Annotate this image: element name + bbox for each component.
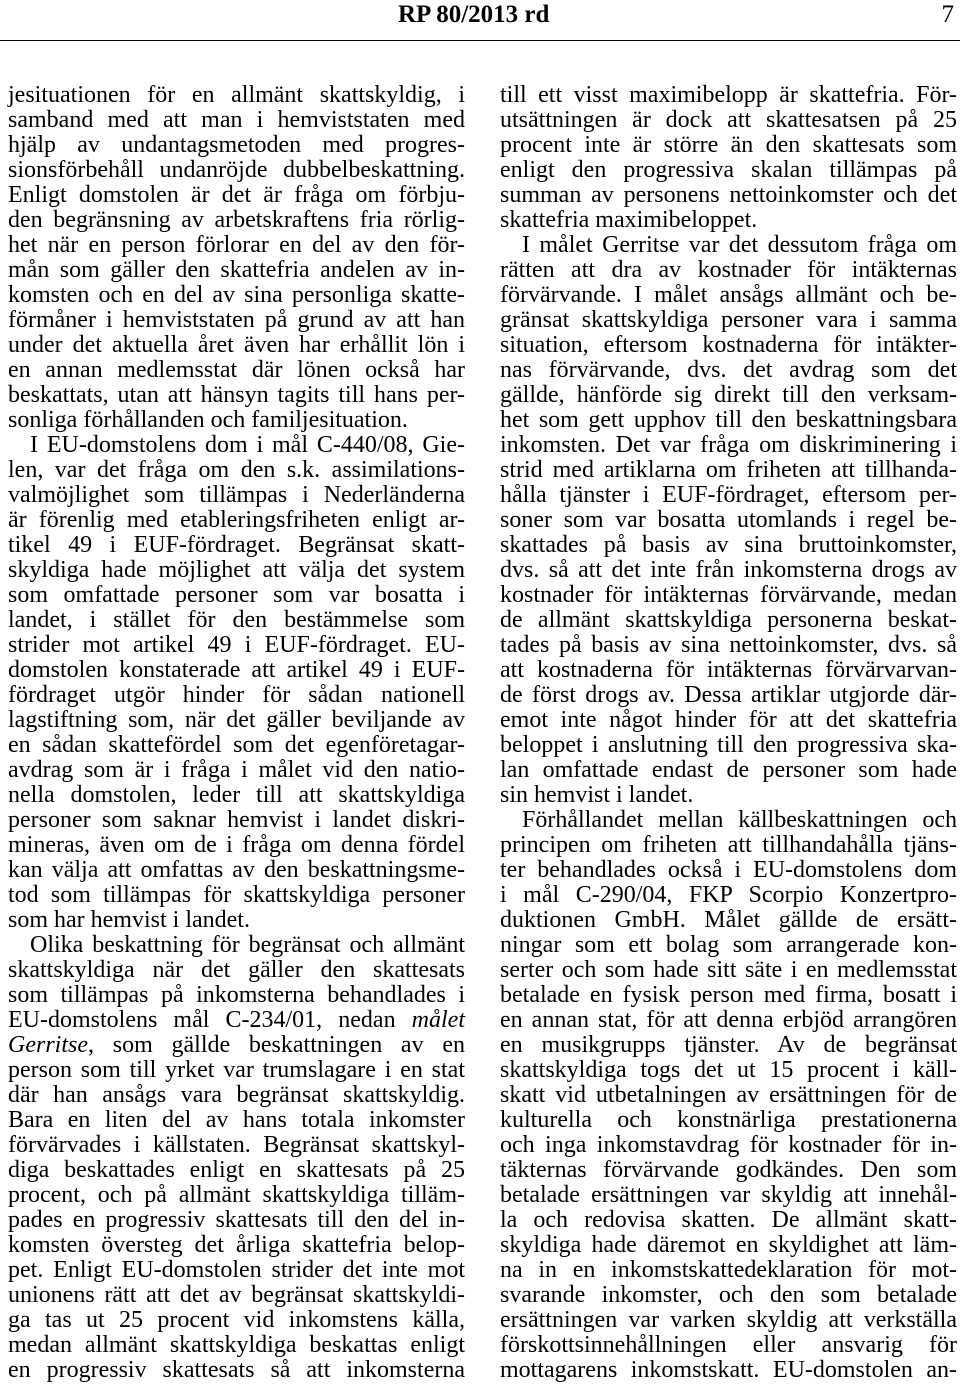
text-line: Enligt domstolen är det är fråga om förbju- — [8, 182, 465, 208]
text-line: sin hemvist i landet. — [500, 782, 694, 808]
text-line: enligt den progressiva skalan tillämpas på — [500, 157, 957, 183]
text-line: dvs. så att det inte från inkomsterna drogs av — [500, 557, 957, 583]
text-line: skattades på basis av sina bruttoinkomster, — [500, 532, 957, 558]
paragraph — [8, 433, 465, 933]
page-header — [0, 0, 960, 42]
text-line — [8, 1033, 465, 1058]
text-line: en progressiv skattesats så att inkomsterna — [8, 1357, 465, 1383]
text-line: strider mot artikel 49 i EUF-fördraget. EU- — [8, 632, 465, 658]
text-line: de först drogs av. Dessa artiklar utgjorde där- — [500, 682, 957, 708]
text-line: diga beskattades enligt en skattesats på 25 — [8, 1157, 465, 1183]
left-column — [8, 83, 465, 1383]
text-line: la och redovisa skatten. De allmänt skatt- — [500, 1207, 957, 1233]
text-line: na in en inkomstskattedeklaration för mot- — [500, 1257, 957, 1283]
paragraph — [500, 808, 957, 1383]
text-line: duktionen GmbH. Målet gällde de ersätt- — [500, 907, 957, 933]
text-line: len, var det fråga om den s.k. assimilations- — [8, 457, 465, 483]
text-line: under det aktuella året även har erhållit lön i — [8, 332, 465, 358]
text-line: som har hemvist i landet. — [8, 907, 250, 933]
text-line: de allmänt skattskyldiga personerna beskat- — [500, 607, 957, 633]
text-line: en musikgrupps tjänster. Av de begränsat — [500, 1032, 957, 1058]
text-segment: , som gällde beskattningen av en — [88, 1032, 465, 1058]
text-line: nas förvärvande, dvs. det avdrag som det — [500, 357, 957, 383]
text-line: person som till yrket var trumslagare i en stat — [8, 1057, 465, 1083]
text-line: som omfattade personer som var bosatta i — [8, 582, 465, 608]
text-line: rätten att dra av kostnader för intäkternas — [500, 257, 957, 283]
text-line: domstolen konstaterade att artikel 49 i EUF- — [8, 657, 465, 683]
text-line: ga tas ut 25 procent vid inkomstens källa, — [8, 1307, 465, 1333]
text-line: förvärvades i källstaten. Begränsat skattskyl- — [8, 1132, 465, 1158]
document-reference: RP 80/2013 rd — [398, 1, 550, 28]
text-line: pet. Enligt EU-domstolen strider det inte mot — [8, 1257, 465, 1283]
text-line: svarande inkomster, och den som betalade — [500, 1282, 957, 1308]
text-line — [8, 1008, 465, 1033]
text-line: unionens rätt att det av begränsat skattskyldi- — [8, 1282, 465, 1308]
italic-text: Gerritse — [8, 1032, 88, 1058]
text-line: som tillämpas på inkomsterna behandlades i — [8, 982, 465, 1008]
paragraph — [8, 933, 465, 1383]
text-line: landet, i stället för den bestämmelse som — [8, 607, 465, 633]
text-line: summan av personens nettoinkomster och det — [500, 182, 957, 208]
text-segment: EU-domstolens mål C-234/01, nedan — [8, 1007, 412, 1033]
text-line: I målet Gerritse var det dessutom fråga om — [522, 232, 957, 258]
text-line: skyldiga hade möjlighet att välja det system — [8, 557, 465, 583]
text-line: komsten översteg det årliga skattefria belop- — [8, 1232, 465, 1258]
text-line: lagstiftning som, när det gäller beviljande av — [8, 707, 465, 733]
text-line: sionsförbehåll undanröjde dubbelbeskattning. — [8, 157, 465, 183]
text-line: beloppet i anslutning till den progressiva ska- — [500, 732, 957, 758]
text-line: avdrag som är i fråga i målet vid den natio- — [8, 757, 465, 783]
text-line: täkternas förvärvande godkändes. Den som — [500, 1157, 957, 1183]
text-line: procent inte är större än den skattesats som — [500, 132, 957, 158]
text-line: och inga inkomstavdrag för kostnader för in- — [500, 1132, 957, 1158]
text-line: ersättningen var varken skyldig att verkställa — [500, 1307, 957, 1333]
text-line: mottagarens inkomstskatt. EU-domstolen an- — [500, 1357, 957, 1383]
text-line: förmåner i hemviststaten på grund av att han — [8, 307, 465, 333]
text-line: skyldiga hade däremot en skyldighet att läm- — [500, 1232, 957, 1258]
text-line: skatt vid utbetalningen av ersättningen för de — [500, 1082, 957, 1108]
text-line: förskottsinnehållningen eller ansvarig för — [500, 1332, 957, 1358]
text-line: utsättningen är dock att skattesatsen på 25 — [500, 107, 957, 133]
text-line: het när en person förlorar en del av den för- — [8, 232, 465, 258]
italic-text: målet — [411, 1007, 465, 1033]
text-line: medan allmänt skattskyldiga beskattas enligt — [8, 1332, 465, 1358]
paragraph — [500, 233, 957, 808]
text-line: mineras, även om de i fråga om denna fördel — [8, 832, 465, 858]
text-line: situation, eftersom kostnaderna för intäkter- — [500, 332, 957, 358]
text-line: nella domstolen, leder till att skattskyldiga — [8, 782, 465, 808]
text-line: valmöjlighet som tillämpas i Nederländerna — [8, 482, 465, 508]
text-line: jesituationen för en allmänt skattskyldig, i — [8, 82, 465, 108]
text-line: het som gett upphov till den beskattningsbara — [500, 407, 957, 433]
text-line: hålla tjänster i EUF-fördraget, eftersom per- — [500, 482, 957, 508]
text-line: gränsat skattskyldiga personer vara i samma — [500, 307, 957, 333]
text-line: inkomsten. Det var fråga om diskriminering i — [500, 432, 957, 458]
text-line: är förenlig med etableringsfriheten enligt ar- — [8, 507, 465, 533]
page-number: 7 — [941, 1, 954, 28]
text-line: Olika beskattning för begränsat och allmänt — [30, 932, 465, 958]
header-rule — [0, 40, 960, 41]
text-line: tades på basis av sina nettoinkomster, dvs. så — [500, 632, 957, 658]
text-line: skattskyldiga togs det ut 15 procent i käll- — [500, 1057, 957, 1083]
text-line: I EU-domstolens dom i mål C-440/08, Gie- — [30, 432, 465, 458]
text-line: procent, och på allmänt skattskyldiga tilläm- — [8, 1182, 465, 1208]
text-line: emot inte något hinder för att det skattefria — [500, 707, 957, 733]
text-line: där han ansågs vara begränsat skattskyldig. — [8, 1082, 465, 1108]
text-line: samband med att man i hemviststaten med — [8, 107, 465, 133]
text-line: Bara en liten del av hans totala inkomster — [8, 1107, 465, 1133]
text-line: skattskyldiga när det gäller den skattesats — [8, 957, 465, 983]
text-line: serter och som hade sitt säte i en medlemsstat — [500, 957, 957, 983]
text-line: beskattats, utan att hänsyn tagits till hans per- — [8, 382, 465, 408]
paragraph — [500, 83, 957, 233]
text-line: Förhållandet mellan källbeskattningen och — [522, 807, 957, 833]
text-line: lan omfattade endast de personer som hade — [500, 757, 957, 783]
text-line: den begränsning av arbetskraftens fria rörlig- — [8, 207, 465, 233]
text-line: ter behandlades också i EU-domstolens dom — [500, 857, 957, 883]
text-line: strid med artiklarna om friheten att tillhanda- — [500, 457, 957, 483]
text-line: kostnader för intäkternas förvärvande, medan — [500, 582, 957, 608]
text-line: betalade en fysisk person med firma, bosatt i — [500, 982, 957, 1008]
text-line: personer som saknar hemvist i landet diskri- — [8, 807, 465, 833]
text-line: i mål C-290/04, FKP Scorpio Konzertpro- — [500, 882, 957, 908]
text-line: tikel 49 i EUF-fördraget. Begränsat skatt- — [8, 532, 465, 558]
text-line: gällde, hänförde sig direkt till den verksam- — [500, 382, 957, 408]
text-line: komsten och en del av sina personliga skatte- — [8, 282, 465, 308]
text-line: ningar som ett bolag som arrangerade kon- — [500, 932, 957, 958]
text-line: sonliga förhållanden och familjesituation. — [8, 407, 408, 433]
text-line: en sådan skattefördel som det egenföretagar- — [8, 732, 465, 758]
text-line: skattefria maximibeloppet. — [500, 207, 758, 233]
text-line: en annan stat, för att denna erbjöd arrangören — [500, 1007, 957, 1033]
right-column — [500, 83, 957, 1383]
text-line: förvärvande. I målet ansågs allmänt och be- — [500, 282, 957, 308]
text-line: fördraget utgör hinder för sådan nationell — [8, 682, 465, 708]
paragraph — [8, 83, 465, 433]
text-line: tod som tillämpas för skattskyldiga personer — [8, 882, 465, 908]
text-line: kan välja att omfattas av den beskattningsme- — [8, 857, 465, 883]
text-line: mån som gäller den skattefria andelen av in- — [8, 257, 465, 283]
text-line: soner som var bosatta utomlands i regel be- — [500, 507, 957, 533]
text-line: pades en progressiv skattesats till den del in- — [8, 1207, 465, 1233]
text-line: att kostnaderna för intäkternas förvärvarvan- — [500, 657, 957, 683]
text-line: betalade ersättningen var skyldig att innehål- — [500, 1182, 957, 1208]
text-line: en annan medlemsstat där lönen också har — [8, 357, 465, 383]
text-line: kulturella och konstnärliga prestationerna — [500, 1107, 957, 1133]
text-line: till ett visst maximibelopp är skattefria. För- — [500, 82, 957, 108]
text-line: hjälp av undantagsmetoden med progres- — [8, 132, 465, 158]
text-line: principen om friheten att tillhandahålla tjäns- — [500, 832, 957, 858]
